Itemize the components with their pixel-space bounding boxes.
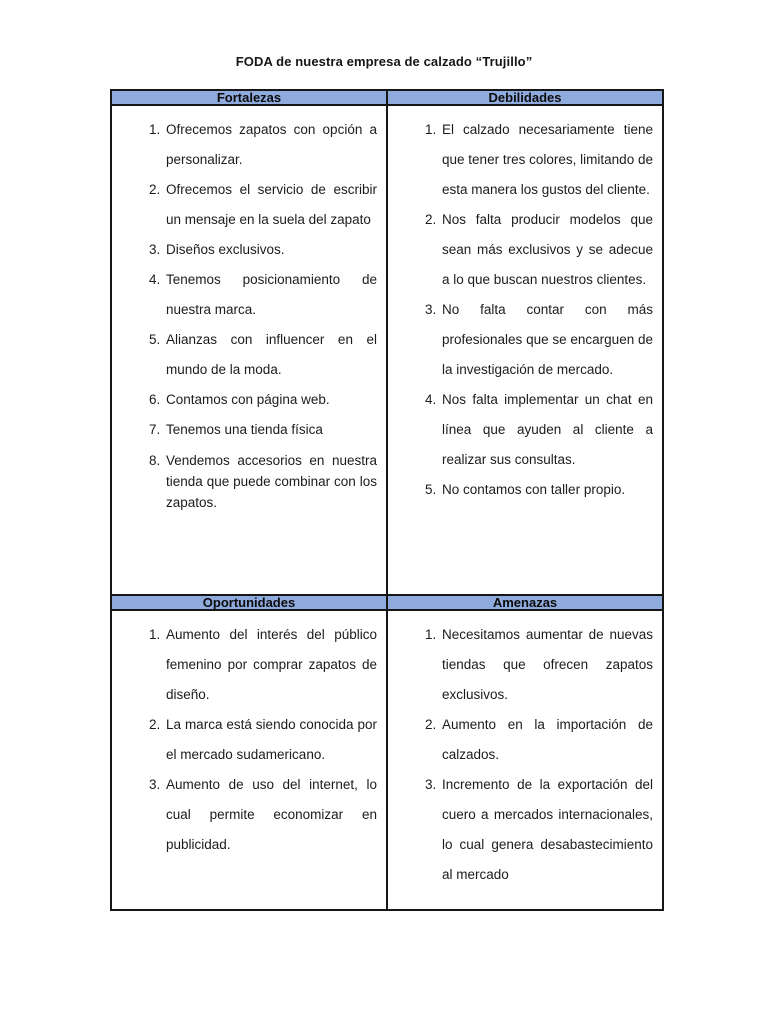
quadrant-cell-fortalezas xyxy=(111,105,387,595)
list-item: 2. La marca está siendo conocida por el mercado sudamericano. xyxy=(164,710,377,770)
oportunidades-list xyxy=(112,620,386,860)
list-item: 1. Necesitamos aumentar de nuevas tiendas que ofrecen zapatos exclusivos. xyxy=(440,620,653,710)
list-item: 3. No falta contar con más profesionales que se encarguen de la investigación de mercado. xyxy=(440,295,653,385)
debilidades-list xyxy=(388,115,662,505)
list-item: 7. Tenemos una tienda física xyxy=(164,415,377,445)
list-item: 2. Ofrecemos el servicio de escribir un mensaje en la suela del zapato xyxy=(164,175,377,235)
list-item: 6. Contamos con página web. xyxy=(164,385,377,415)
list-item: 4. Tenemos posicionamiento de nuestra marca. xyxy=(164,265,377,325)
document-title: FODA de nuestra empresa de calzado “Trujillo” xyxy=(235,54,533,69)
swot-body-row-top xyxy=(111,105,663,595)
list-item: 5. Alianzas con influencer en el mundo de la moda. xyxy=(164,325,377,385)
list-item: 1. El calzado necesariamente tiene que tener tres colores, limitando de esta manera los gustos del cliente. xyxy=(440,115,653,205)
list-item: 3. Diseños exclusivos. xyxy=(164,235,377,265)
list-item: 8. Vendemos accesorios en nuestra tienda que puede combinar con los zapatos. xyxy=(164,450,377,513)
list-item: 4. Nos falta implementar un chat en línea que ayuden al cliente a realizar sus consultas. xyxy=(440,385,653,475)
quadrant-cell-amenazas xyxy=(387,610,663,910)
quadrant-header-fortalezas: Fortalezas xyxy=(111,90,387,105)
swot-header-row-top xyxy=(111,90,663,105)
swot-header-row-bottom xyxy=(111,595,663,610)
list-item: 5. No contamos con taller propio. xyxy=(440,475,653,505)
amenazas-list xyxy=(388,620,662,890)
fortalezas-list xyxy=(112,115,386,513)
swot-table xyxy=(110,89,664,911)
list-item: 2. Nos falta producir modelos que sean más exclusivos y se adecue a lo que buscan nuestros clientes. xyxy=(440,205,653,295)
quadrant-header-debilidades: Debilidades xyxy=(387,90,663,105)
list-item: 1. Aumento del interés del público femenino por comprar zapatos de diseño. xyxy=(164,620,377,710)
list-item: 1. Ofrecemos zapatos con opción a personalizar. xyxy=(164,115,377,175)
quadrant-cell-oportunidades xyxy=(111,610,387,910)
list-item: 3. Aumento de uso del internet, lo cual permite economizar en publicidad. xyxy=(164,770,377,860)
quadrant-cell-debilidades xyxy=(387,105,663,595)
list-item: 3. Incremento de la exportación del cuero a mercados internacionales, lo cual genera desabastecimiento al mercado xyxy=(440,770,653,890)
quadrant-header-oportunidades: Oportunidades xyxy=(111,595,387,610)
list-item: 2. Aumento en la importación de calzados. xyxy=(440,710,653,770)
quadrant-header-amenazas: Amenazas xyxy=(387,595,663,610)
swot-body-row-bottom xyxy=(111,610,663,910)
